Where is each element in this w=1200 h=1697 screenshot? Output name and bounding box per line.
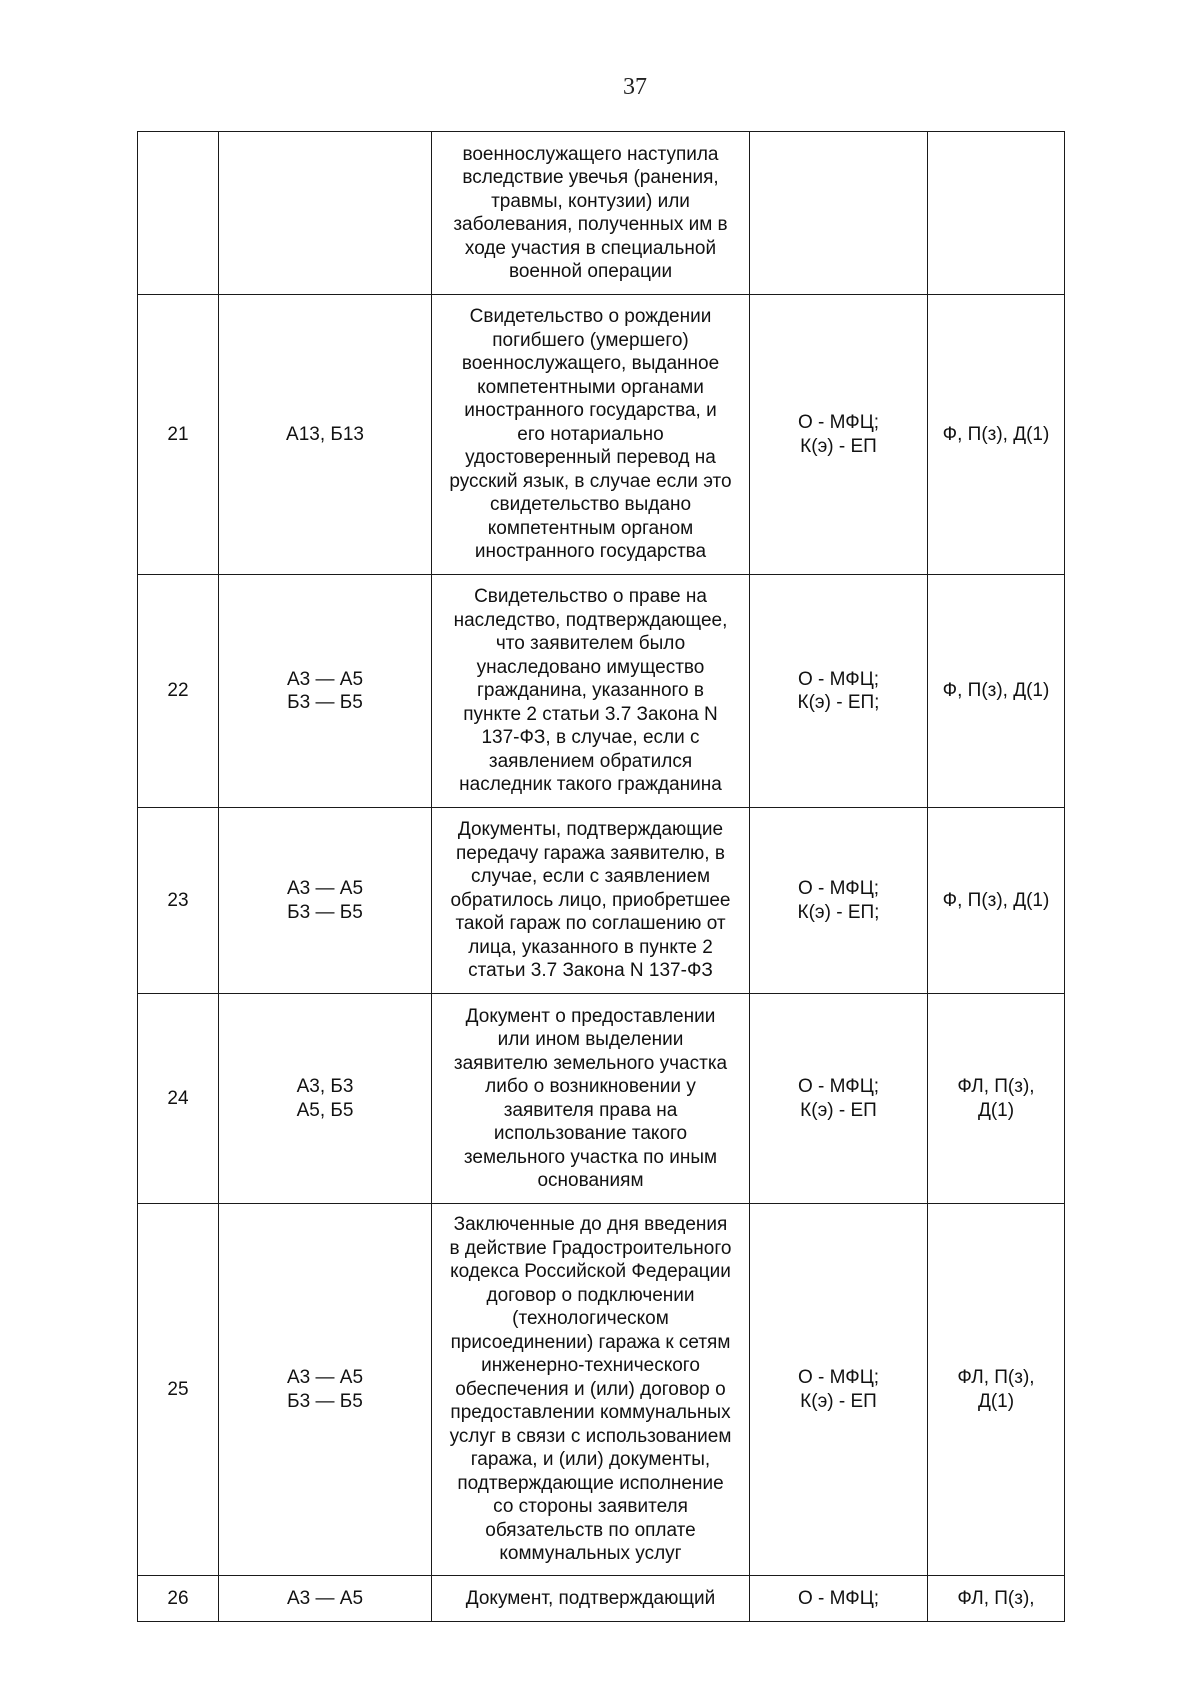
submission-method-cell: О - МФЦ; К(э) - ЕП; [750,575,928,808]
documents-table [137,131,1065,1622]
row-number-cell [138,132,219,295]
row-number-cell: 23 [138,808,219,994]
table-row [138,994,1065,1204]
table-row [138,575,1065,808]
document-description-cell: Свидетельство о праве на наследство, подтверждающее, что заявителем было унаследовано имущество гражданина, указанного в пункте 2 статьи 3.7 Закона N 137-ФЗ, в случае, если с заявлением обратился наследник такого гражданина [432,575,750,808]
submission-method-cell: О - МФЦ; К(э) - ЕП [750,1204,928,1576]
row-number-cell: 25 [138,1204,219,1576]
document-form-cell: ФЛ, П(з), [928,1576,1065,1622]
submission-method-cell: О - МФЦ; К(э) - ЕП [750,994,928,1204]
submission-method-cell: О - МФЦ; К(э) - ЕП; [750,808,928,994]
row-number-cell: 22 [138,575,219,808]
document-description-cell: Документ о предоставлении или ином выделении заявителю земельного участка либо о возникновении у заявителя права на использование такого земельного участка по иным основаниям [432,994,750,1204]
submission-method-cell: О - МФЦ; К(э) - ЕП [750,295,928,575]
document-form-cell: Ф, П(з), Д(1) [928,808,1065,994]
row-number-cell: 24 [138,994,219,1204]
applicant-codes-cell: А3 — А5 Б3 — Б5 [219,575,432,808]
document-description-cell: Документы, подтверждающие передачу гаража заявителю, в случае, если с заявлением обратилось лицо, приобретшее такой гараж по соглашению от лица, указанного в пункте 2 статьи 3.7 Закона N 137-ФЗ [432,808,750,994]
table-row [138,1576,1065,1622]
document-form-cell: ФЛ, П(з), Д(1) [928,1204,1065,1576]
document-form-cell: ФЛ, П(з), Д(1) [928,994,1065,1204]
page-number: 37 [623,74,647,100]
document-form-cell [928,132,1065,295]
table-row [138,295,1065,575]
submission-method-cell [750,132,928,295]
table-row [138,1204,1065,1576]
document-form-cell: Ф, П(з), Д(1) [928,575,1065,808]
applicant-codes-cell: А3, Б3 А5, Б5 [219,994,432,1204]
applicant-codes-cell [219,132,432,295]
row-number-cell: 21 [138,295,219,575]
document-description-cell: Свидетельство о рождении погибшего (умершего) военнослужащего, выданное компетентными органами иностранного государства, и его нотариально удостоверенный перевод на русский язык, в случае если это свидетельство выдано компетентным органом иностранного государства [432,295,750,575]
document-form-cell: Ф, П(з), Д(1) [928,295,1065,575]
applicant-codes-cell: А13, Б13 [219,295,432,575]
applicant-codes-cell: А3 — А5 Б3 — Б5 [219,808,432,994]
document-description-cell: Документ, подтверждающий [432,1576,750,1622]
applicant-codes-cell: А3 — А5 Б3 — Б5 [219,1204,432,1576]
document-description-cell: Заключенные до дня введения в действие Градостроительного кодекса Российской Федерации договор о подключении (технологическом присоединении) гаража к сетям инженерно-технического обеспечения и (или) договор о предоставлении коммунальных услуг в связи с использованием гаража, и (или) документы, подтверждающие исполнение со стороны заявителя обязательств по оплате коммунальных услуг [432,1204,750,1576]
row-number-cell: 26 [138,1576,219,1622]
table-row [138,132,1065,295]
submission-method-cell: О - МФЦ; [750,1576,928,1622]
document-description-cell: военнослужащего наступила вследствие увечья (ранения, травмы, контузии) или заболевания, полученных им в ходе участия в специальной военной операции [432,132,750,295]
applicant-codes-cell: А3 — А5 [219,1576,432,1622]
table-row [138,808,1065,994]
